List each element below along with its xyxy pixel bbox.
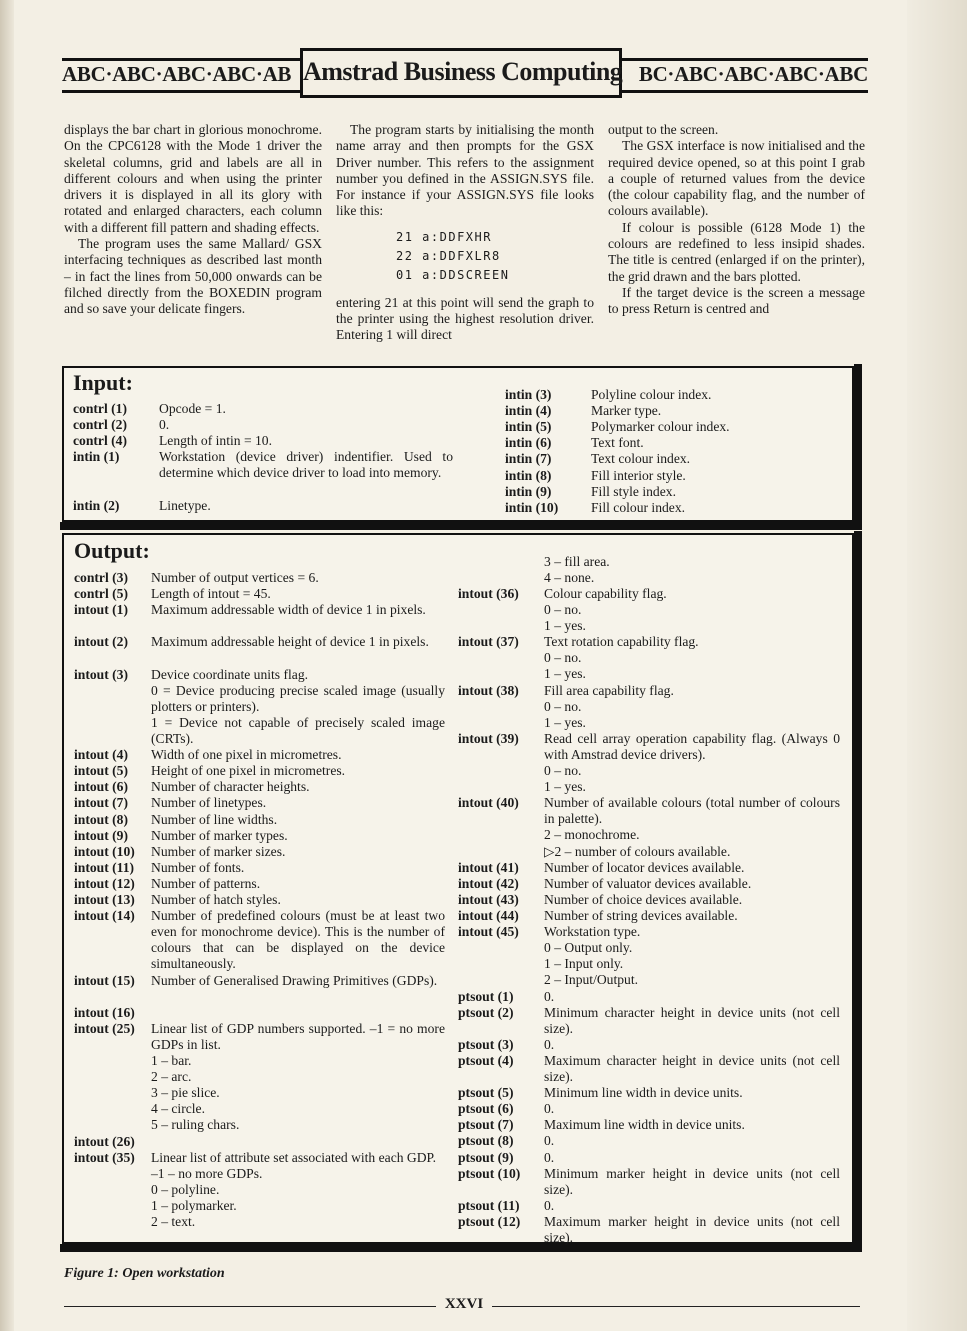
- description-line: 1 – yes.: [544, 666, 586, 682]
- description-line: 0 – no.: [544, 650, 582, 666]
- paragraph: The program uses the same Mallard/ GSX interfacing techniques as described last month – in fact the lines from 50,000 onwards can be filched directly from the BOXEDIN program and so save your delicate fingers.: [64, 236, 322, 317]
- parameter-name: intout (38): [458, 682, 519, 698]
- parameter-name: intout (11): [74, 859, 135, 875]
- parameter-name: intout (1): [74, 602, 128, 618]
- page-number: XXVI: [444, 1296, 484, 1312]
- parameter-name: ptsout (2): [458, 1004, 514, 1020]
- parameter-name: intout (42): [458, 875, 519, 891]
- footer-rule: [492, 1306, 860, 1307]
- description-line: Number of choice devices available.: [544, 891, 743, 907]
- masthead-strip-right: BC·ABC·ABC·ABC·ABC: [638, 62, 868, 86]
- parameter-description: [544, 1214, 840, 1246]
- parameter-name: intout (25): [74, 1020, 135, 1036]
- parameter-description: [544, 1166, 840, 1198]
- parameter-name: intout (2): [74, 634, 128, 650]
- page-gutter-left: [0, 0, 14, 1331]
- description-line: Colour capability flag.: [544, 586, 667, 601]
- footer-rule: [64, 1306, 436, 1307]
- description-line: Width of one pixel in micrometres.: [151, 747, 342, 763]
- box-shadow: [60, 522, 862, 530]
- parameter-description: [591, 403, 831, 419]
- parameter-name: ptsout (3): [458, 1036, 514, 1052]
- masthead: [62, 48, 868, 98]
- parameter-name: intin (3): [505, 387, 552, 402]
- description-line: Linetype.: [159, 497, 211, 513]
- description-line: 0 – polyline.: [151, 1181, 220, 1197]
- parameter-description: [151, 795, 445, 811]
- parameter-name: intin (7): [505, 451, 552, 467]
- description-line: 2 – monochrome.: [544, 827, 640, 843]
- parameter-description: [544, 634, 840, 682]
- parameter-description: [151, 844, 445, 860]
- parameter-description: [544, 876, 840, 892]
- parameter-name: ptsout (10): [458, 1165, 521, 1181]
- description-line: Minimum character height in device units (not cell size).: [544, 1004, 840, 1036]
- description-line: Polymarker colour index.: [591, 419, 730, 435]
- parameter-name: contrl (1): [73, 401, 127, 416]
- description-line: Workstation type.: [544, 924, 641, 940]
- description-line: Maximum character height in device units (not cell size).: [544, 1052, 840, 1084]
- input-heading: Input:: [73, 370, 133, 395]
- parameter-description: [159, 498, 453, 514]
- parameter-name: intout (39): [458, 730, 519, 746]
- description-line: 2 – arc.: [151, 1069, 192, 1085]
- paragraph: The program starts by initialising the month name array and then prompts for the GSX Driver number. This refers to the assignment number you defined in the ASSIGN.SYS file. For instance if your ASSIGN.SYS file looks like this:: [336, 122, 594, 219]
- description-line: 0.: [544, 988, 555, 1004]
- input-parameters-box: [62, 366, 854, 522]
- description-line: 3 – fill area.: [544, 554, 610, 569]
- description-line: Number of Generalised Drawing Primitives (GDPs).: [151, 972, 438, 988]
- description-line: 0 – no.: [544, 763, 582, 779]
- description-line: Number of predefined colours (must be at least two even for monochrome device). This is the number of colours that can be displayed on the device simultaneously.: [151, 908, 445, 972]
- parameter-description: [544, 586, 840, 634]
- paragraph: entering 21 at this point will send the graph to the printer using the highest resolution driver. Entering 1 will direct: [336, 294, 594, 343]
- description-line: [151, 1005, 445, 1021]
- description-line: 2 – text.: [151, 1213, 196, 1229]
- parameter-name: ptsout (12): [458, 1213, 521, 1229]
- parameter-description: [151, 860, 445, 876]
- description-line: Number of locator devices available.: [544, 859, 745, 875]
- parameter-name: intout (5): [74, 763, 128, 779]
- parameter-description: [544, 1133, 840, 1149]
- parameter-name: contrl (3): [74, 570, 128, 585]
- parameter-description: [159, 433, 453, 449]
- parameter-name: intout (40): [458, 795, 519, 811]
- parameter-name: contrl (4): [73, 433, 127, 449]
- masthead-strip-left: ABC·ABC·ABC·ABC·AB: [62, 62, 292, 86]
- description-line: 4 – circle.: [151, 1101, 205, 1117]
- parameter-description: [151, 812, 445, 828]
- parameter-name: intout (10): [74, 843, 135, 859]
- parameter-description: [151, 973, 445, 989]
- parameter-name: intin (10): [505, 499, 559, 515]
- parameter-description: [151, 828, 445, 844]
- description-line: 0.: [544, 1036, 555, 1052]
- description-line: Text rotation capability flag.: [544, 634, 699, 650]
- description-line: Polyline colour index.: [591, 387, 712, 402]
- paragraph: displays the bar chart in glorious monochrome. On the CPC6128 with the Mode 1 driver the skeletal columns, grid and labels are all in different colours and when using the printer drivers it is displayed in all its glory with rotated and enlarged characters, each column with a different fill pattern and shading effects.: [64, 122, 322, 235]
- description-line: Number of string devices available.: [544, 908, 738, 923]
- description-line: Number of available colours (total number of colours in palette).: [544, 795, 840, 827]
- description-line: Number of output vertices = 6.: [151, 570, 319, 585]
- parameter-name: intin (2): [73, 497, 120, 513]
- parameter-description: [544, 1037, 840, 1053]
- paragraph: If the target device is the screen a message to press Return is centred and: [608, 284, 865, 317]
- parameter-description: [591, 484, 831, 500]
- parameter-name: intout (9): [74, 827, 128, 843]
- parameter-name: contrl (2): [73, 417, 127, 433]
- description-line: Text colour index.: [591, 451, 691, 467]
- description-line: 1 – polymarker.: [151, 1197, 237, 1213]
- parameter-name: intout (44): [458, 908, 519, 923]
- parameter-description: [151, 1150, 445, 1230]
- description-line: Device coordinate units flag.: [151, 666, 309, 682]
- parameter-description: [544, 860, 840, 876]
- parameter-description: [151, 570, 445, 586]
- parameter-description: [151, 586, 445, 602]
- description-line: Read cell array operation capability flag. (Always 0 with Amstrad device drivers).: [544, 730, 840, 762]
- parameter-description: [544, 908, 840, 924]
- parameter-name: intout (36): [458, 586, 519, 601]
- parameter-description: [544, 795, 840, 859]
- parameter-name: ptsout (6): [458, 1101, 514, 1117]
- article-column-1: [64, 122, 322, 318]
- parameter-description: [591, 387, 831, 403]
- code-line: 21 a:DDFXHR: [396, 229, 492, 244]
- description-line: Number of linetypes.: [151, 795, 267, 811]
- box-shadow: [854, 531, 862, 1252]
- description-line: Marker type.: [591, 403, 662, 419]
- code-listing: [396, 228, 594, 285]
- parameter-description: [544, 1198, 840, 1214]
- parameter-name: intout (3): [74, 666, 128, 682]
- description-line: Number of character heights.: [151, 779, 310, 795]
- description-line: [151, 1134, 445, 1150]
- description-line: Fill area capability flag.: [544, 682, 674, 698]
- description-line: 1 – yes.: [544, 618, 586, 634]
- description-line: Maximum addressable height of device 1 in pixels.: [151, 634, 429, 650]
- description-line: Number of line widths.: [151, 811, 278, 827]
- description-line: 1 – Input only.: [544, 956, 624, 972]
- page-edge-right: [907, 0, 967, 1331]
- parameter-name: intout (4): [74, 747, 128, 763]
- description-line: 0 – no.: [544, 602, 582, 618]
- parameter-name: intout (6): [74, 779, 128, 795]
- parameter-name: intout (12): [74, 875, 135, 891]
- box-shadow: [854, 364, 862, 530]
- page-footer: [64, 1296, 860, 1316]
- article-column-2: [336, 122, 594, 344]
- parameter-description: [544, 1101, 840, 1117]
- description-line: Maximum addressable width of device 1 in pixels.: [151, 602, 426, 618]
- parameter-description: [591, 419, 831, 435]
- description-line: Opcode = 1.: [159, 401, 226, 416]
- description-line: 0.: [544, 1133, 555, 1149]
- description-line: 0.: [544, 1149, 555, 1165]
- description-line: 3 – pie slice.: [151, 1085, 220, 1101]
- description-line: Number of marker types.: [151, 827, 288, 843]
- parameter-name: intin (8): [505, 467, 552, 483]
- description-line: 1 = Device not capable of precisely scaled image (CRTs).: [151, 714, 445, 746]
- description-line: Linear list of GDP numbers supported. –1 = no more GDPs in list.: [151, 1020, 445, 1052]
- parameter-description: [544, 731, 840, 795]
- parameter-description: [591, 500, 831, 516]
- description-line: Number of marker sizes.: [151, 843, 286, 859]
- description-line: 2 – Input/Output.: [544, 972, 639, 988]
- parameter-name: intout (14): [74, 908, 135, 924]
- parameter-description: [544, 924, 840, 988]
- description-line: Length of intout = 45.: [151, 586, 271, 602]
- parameter-name: intin (4): [505, 403, 552, 419]
- parameter-name: intin (9): [505, 483, 552, 499]
- description-line: 1 – yes.: [544, 714, 586, 730]
- description-line: 0.: [544, 1101, 555, 1117]
- parameter-description: [151, 1005, 445, 1021]
- parameter-description: [151, 876, 445, 892]
- parameter-description: [151, 892, 445, 908]
- description-line: Height of one pixel in micrometres.: [151, 763, 346, 779]
- parameter-name: intin (6): [505, 435, 552, 451]
- paragraph: If colour is possible (6128 Mode 1) the colours are redefined to less insipid shades. The title is centred (enlarged if on the printer), the grid drawn and the bars plotted.: [608, 219, 865, 284]
- parameter-name: ptsout (7): [458, 1117, 514, 1133]
- description-line: 0 = Device producing precise scaled image (usually plotters or printers).: [151, 682, 445, 714]
- parameter-description: [544, 1085, 840, 1101]
- parameter-name: intout (26): [74, 1133, 135, 1149]
- description-line: Fill colour index.: [591, 499, 686, 515]
- parameter-description: [544, 892, 840, 908]
- description-line: Number of fonts.: [151, 859, 245, 875]
- parameter-name: ptsout (4): [458, 1052, 514, 1068]
- parameter-description: [151, 779, 445, 795]
- figure-caption: Figure 1: Open workstation: [64, 1266, 225, 1281]
- parameter-name: intout (8): [74, 811, 128, 827]
- parameter-description: [151, 602, 445, 618]
- article-column-3: [608, 122, 865, 318]
- description-line: ▷2 – number of colours available.: [544, 843, 731, 859]
- parameter-description: [544, 1005, 840, 1037]
- description-line: Number of patterns.: [151, 875, 261, 891]
- parameter-description: [591, 451, 831, 467]
- parameter-name: intout (13): [74, 892, 135, 907]
- parameter-name: ptsout (11): [458, 1197, 520, 1213]
- description-line: 0 – Output only.: [544, 940, 633, 956]
- parameter-description: [591, 468, 831, 484]
- parameter-name: intout (16): [74, 1004, 135, 1020]
- description-line: 0.: [544, 1197, 555, 1213]
- parameter-description: [151, 747, 445, 763]
- parameter-description: [159, 417, 453, 433]
- description-line: Length of intin = 10.: [159, 433, 273, 449]
- parameter-description: [159, 401, 453, 417]
- parameter-name: intin (1): [73, 449, 120, 465]
- parameter-description: [151, 667, 445, 747]
- description-line: 1 – bar.: [151, 1052, 192, 1068]
- output-heading: Output:: [74, 538, 150, 563]
- description-line: Maximum line width in device units.: [544, 1117, 745, 1133]
- parameter-name: ptsout (9): [458, 1149, 514, 1165]
- parameter-description: [544, 1117, 840, 1133]
- parameter-name: intout (45): [458, 924, 519, 940]
- description-line: 4 – none.: [544, 570, 595, 586]
- parameter-name: ptsout (1): [458, 988, 514, 1004]
- description-line: Linear list of attribute set associated with each GDP.: [151, 1149, 437, 1165]
- parameter-name: ptsout (5): [458, 1085, 514, 1101]
- masthead-title: Amstrad Business Computing: [300, 48, 622, 98]
- parameter-description: [591, 435, 831, 451]
- parameter-description: [151, 1134, 445, 1150]
- parameter-name: intout (35): [74, 1149, 135, 1165]
- parameter-name: intin (5): [505, 419, 552, 435]
- parameter-description: [544, 683, 840, 731]
- paragraph: output to the screen.: [608, 122, 719, 137]
- parameter-description: [544, 989, 840, 1005]
- description-line: 1 – yes.: [544, 779, 586, 795]
- description-line: Fill interior style.: [591, 467, 686, 483]
- parameter-description: [159, 449, 453, 481]
- continued-list: [544, 554, 840, 586]
- description-line: 5 – ruling chars.: [151, 1117, 240, 1133]
- parameter-description: [151, 763, 445, 779]
- parameter-description: [544, 1150, 840, 1166]
- description-line: Fill style index.: [591, 483, 676, 499]
- parameter-description: [151, 1021, 445, 1134]
- description-line: Text font.: [591, 435, 644, 451]
- code-line: 22 a:DDFXLR8: [396, 248, 501, 263]
- description-line: Workstation (device driver) indentifier. Used to determine which device driver to load into memory.: [159, 449, 453, 481]
- description-line: Number of valuator devices available.: [544, 875, 752, 891]
- paragraph: The GSX interface is now initialised and the required device opened, so at this point I grab a couple of returned values from the device (the colour capability flag, and the number of colours available).: [608, 138, 865, 219]
- parameter-name: intout (7): [74, 795, 128, 811]
- parameter-name: contrl (5): [74, 586, 128, 602]
- parameter-description: [151, 908, 445, 972]
- parameter-name: ptsout (8): [458, 1133, 514, 1149]
- parameter-description: [544, 1053, 840, 1085]
- code-line: 01 a:DDSCREEN: [396, 267, 510, 282]
- description-line: Minimum line width in device units.: [544, 1085, 743, 1101]
- parameter-name: intout (43): [458, 891, 519, 907]
- parameter-name: intout (15): [74, 972, 135, 988]
- description-line: Maximum marker height in device units (not cell size).: [544, 1213, 840, 1245]
- parameter-name: intout (41): [458, 859, 519, 875]
- parameter-name: intout (37): [458, 634, 519, 650]
- description-line: Number of hatch styles.: [151, 892, 281, 907]
- parameter-description: [151, 634, 445, 650]
- output-parameters-box: [62, 533, 854, 1244]
- description-line: 0 – no.: [544, 698, 582, 714]
- description-line: 0.: [159, 417, 170, 433]
- description-line: Minimum marker height in device units (not cell size).: [544, 1165, 840, 1197]
- description-line: –1 – no more GDPs.: [151, 1165, 263, 1181]
